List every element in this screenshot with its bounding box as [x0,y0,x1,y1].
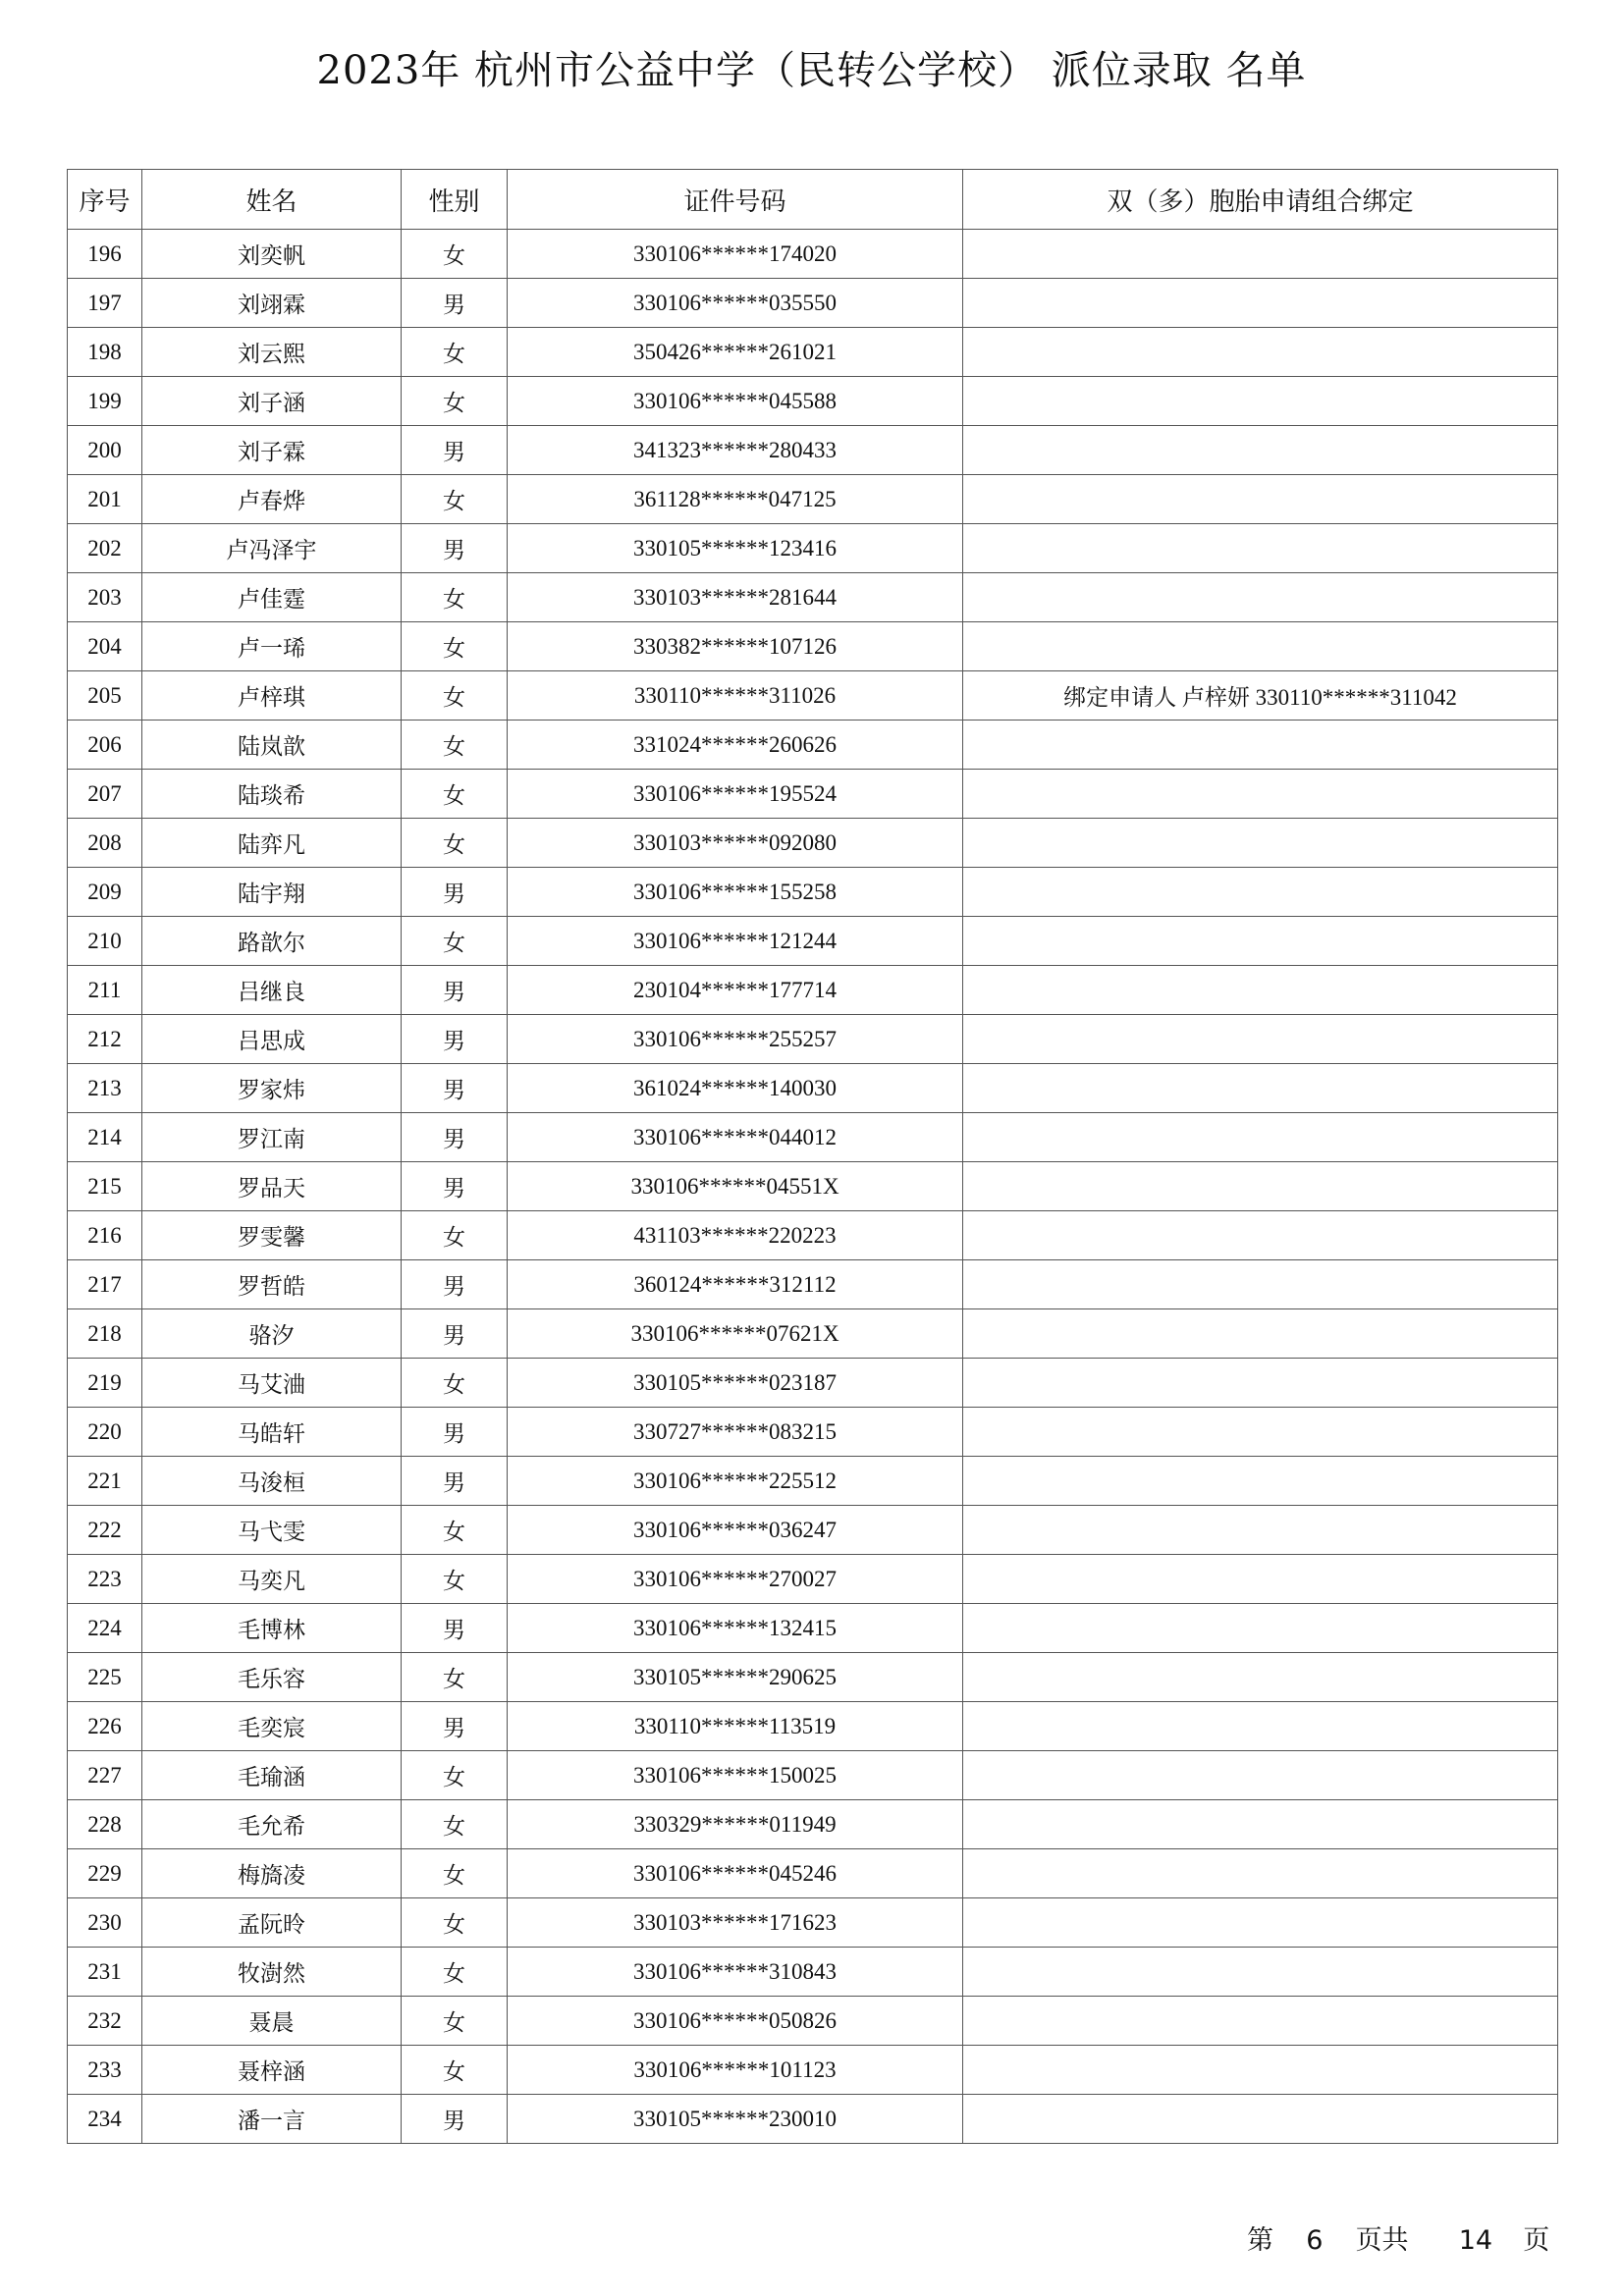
gender-cell: 女 [402,1653,508,1702]
table-row [68,1113,1558,1162]
id-number-cell: 330106******04551X [508,1162,963,1211]
id-number-cell: 330110******113519 [508,1702,963,1751]
twin-binding-cell [963,1849,1558,1898]
name-cell: 陆岚歆 [142,721,402,770]
twin-binding-cell [963,1211,1558,1260]
name-cell: 潘一言 [142,2095,402,2144]
serial-cell: 225 [68,1653,142,1702]
gender-cell: 女 [402,573,508,622]
name-cell: 马浚桓 [142,1457,402,1506]
gender-cell: 女 [402,1997,508,2046]
serial-cell: 231 [68,1948,142,1997]
twin-binding-cell [963,1751,1558,1800]
gender-cell: 女 [402,377,508,426]
gender-cell: 女 [402,1849,508,1898]
id-number-cell: 330106******174020 [508,230,963,279]
name-cell: 刘翊霖 [142,279,402,328]
serial-cell: 197 [68,279,142,328]
id-number-cell: 330106******045246 [508,1849,963,1898]
id-number-cell: 360124******312112 [508,1260,963,1309]
footer-middle: 页共 [1355,2225,1409,2256]
table-row [68,1702,1558,1751]
gender-cell: 女 [402,1359,508,1408]
twin-binding-cell [963,1408,1558,1457]
id-number-cell: 330106******044012 [508,1113,963,1162]
twin-binding-cell [963,868,1558,917]
gender-cell: 男 [402,1113,508,1162]
id-number-cell: 330106******270027 [508,1555,963,1604]
table-row [68,2046,1558,2095]
gender-cell: 女 [402,671,508,721]
serial-cell: 232 [68,1997,142,2046]
gender-cell: 男 [402,1408,508,1457]
gender-cell: 女 [402,1506,508,1555]
name-cell: 毛乐容 [142,1653,402,1702]
table-row [68,279,1558,328]
table-row [68,1260,1558,1309]
footer-page-number: 6 [1306,2225,1324,2256]
serial-cell: 201 [68,475,142,524]
twin-binding-cell: 绑定申请人 卢梓妍 330110******311042 [963,671,1558,721]
serial-cell: 207 [68,770,142,819]
id-number-cell: 330106******050826 [508,1997,963,2046]
id-number-cell: 330105******290625 [508,1653,963,1702]
gender-cell: 女 [402,1211,508,1260]
gender-cell: 女 [402,917,508,966]
gender-cell: 男 [402,1457,508,1506]
serial-cell: 205 [68,671,142,721]
serial-cell: 198 [68,328,142,377]
gender-cell: 女 [402,1948,508,1997]
name-cell: 吕思成 [142,1015,402,1064]
gender-cell: 女 [402,770,508,819]
gender-cell: 女 [402,328,508,377]
twin-binding-cell [963,524,1558,573]
id-number-cell: 330105******023187 [508,1359,963,1408]
table-header-row [68,170,1558,230]
serial-cell: 216 [68,1211,142,1260]
gender-cell: 男 [402,1162,508,1211]
twin-binding-cell [963,1800,1558,1849]
serial-cell: 200 [68,426,142,475]
id-number-cell: 330103******092080 [508,819,963,868]
twin-binding-cell [963,966,1558,1015]
serial-cell: 210 [68,917,142,966]
table-row [68,1015,1558,1064]
id-number-cell: 330106******255257 [508,1015,963,1064]
serial-cell: 211 [68,966,142,1015]
gender-cell: 男 [402,966,508,1015]
table-row [68,475,1558,524]
id-number-cell: 330382******107126 [508,622,963,671]
serial-cell: 227 [68,1751,142,1800]
serial-cell: 202 [68,524,142,573]
table-row [68,1849,1558,1898]
gender-cell: 女 [402,622,508,671]
id-number-cell: 330106******150025 [508,1751,963,1800]
serial-cell: 218 [68,1309,142,1359]
name-cell: 刘子涵 [142,377,402,426]
footer-prefix: 第 [1247,2225,1273,2256]
footer-total-pages: 14 [1458,2225,1493,2256]
name-cell: 路歆尔 [142,917,402,966]
name-cell: 聂梓涵 [142,2046,402,2095]
name-cell: 马皓轩 [142,1408,402,1457]
serial-cell: 221 [68,1457,142,1506]
id-number-cell: 350426******261021 [508,328,963,377]
twin-binding-cell [963,328,1558,377]
table-row [68,917,1558,966]
id-number-cell: 330727******083215 [508,1408,963,1457]
twin-binding-cell [963,1555,1558,1604]
id-number-cell: 330329******011949 [508,1800,963,1849]
name-cell: 梅旖凌 [142,1849,402,1898]
serial-cell: 226 [68,1702,142,1751]
twin-binding-cell [963,1015,1558,1064]
twin-binding-cell [963,1653,1558,1702]
serial-cell: 208 [68,819,142,868]
gender-cell: 女 [402,721,508,770]
serial-cell: 215 [68,1162,142,1211]
gender-cell: 男 [402,1702,508,1751]
name-cell: 骆汐 [142,1309,402,1359]
gender-cell: 女 [402,1751,508,1800]
name-cell: 马艾浀 [142,1359,402,1408]
id-number-cell: 330105******123416 [508,524,963,573]
name-cell: 毛允希 [142,1800,402,1849]
id-number-cell: 330106******045588 [508,377,963,426]
table-row [68,1898,1558,1948]
twin-binding-cell [963,819,1558,868]
id-number-cell: 330106******036247 [508,1506,963,1555]
twin-binding-cell [963,1309,1558,1359]
name-cell: 陆弈凡 [142,819,402,868]
serial-cell: 222 [68,1506,142,1555]
name-cell: 马奕凡 [142,1555,402,1604]
table-row [68,1555,1558,1604]
gender-cell: 男 [402,279,508,328]
serial-cell: 204 [68,622,142,671]
table-row [68,622,1558,671]
serial-cell: 234 [68,2095,142,2144]
name-cell: 聂晨 [142,1997,402,2046]
table-row [68,1064,1558,1113]
table-row [68,1162,1558,1211]
gender-cell: 女 [402,1555,508,1604]
serial-cell: 199 [68,377,142,426]
serial-cell: 213 [68,1064,142,1113]
twin-binding-cell [963,1997,1558,2046]
twin-binding-cell [963,770,1558,819]
twin-binding-cell [963,377,1558,426]
name-cell: 陆琰希 [142,770,402,819]
serial-cell: 209 [68,868,142,917]
gender-cell: 男 [402,868,508,917]
serial-cell: 217 [68,1260,142,1309]
gender-cell: 男 [402,426,508,475]
table-row [68,671,1558,721]
serial-cell: 196 [68,230,142,279]
id-number-cell: 330106******195524 [508,770,963,819]
id-number-cell: 330106******07621X [508,1309,963,1359]
id-number-cell: 361128******047125 [508,475,963,524]
serial-cell: 220 [68,1408,142,1457]
id-number-cell: 330103******281644 [508,573,963,622]
header-name: 姓名 [142,170,402,230]
table-body [68,230,1558,2144]
name-cell: 毛瑜涵 [142,1751,402,1800]
table-row [68,819,1558,868]
twin-binding-cell [963,2046,1558,2095]
serial-cell: 203 [68,573,142,622]
table-row [68,868,1558,917]
name-cell: 马弋雯 [142,1506,402,1555]
twin-binding-cell [963,1113,1558,1162]
twin-binding-cell [963,622,1558,671]
table-row [68,426,1558,475]
id-number-cell: 331024******260626 [508,721,963,770]
id-number-cell: 330106******310843 [508,1948,963,1997]
table-row [68,1506,1558,1555]
gender-cell: 男 [402,2095,508,2144]
twin-binding-cell [963,1162,1558,1211]
id-number-cell: 330106******121244 [508,917,963,966]
name-cell: 卢春烨 [142,475,402,524]
name-cell: 陆宇翔 [142,868,402,917]
id-number-cell: 330106******132415 [508,1604,963,1653]
table-row [68,1751,1558,1800]
footer-suffix: 页 [1523,2225,1550,2256]
serial-cell: 219 [68,1359,142,1408]
gender-cell: 女 [402,1898,508,1948]
gender-cell: 女 [402,230,508,279]
id-number-cell: 330103******171623 [508,1898,963,1948]
name-cell: 孟阮昤 [142,1898,402,1948]
twin-binding-cell [963,1604,1558,1653]
gender-cell: 男 [402,1064,508,1113]
header-serial: 序号 [68,170,142,230]
name-cell: 罗雯馨 [142,1211,402,1260]
id-number-cell: 230104******177714 [508,966,963,1015]
table-row [68,966,1558,1015]
twin-binding-cell [963,1948,1558,1997]
id-number-cell: 330105******230010 [508,2095,963,2144]
name-cell: 毛奕宸 [142,1702,402,1751]
twin-binding-cell [963,1064,1558,1113]
name-cell: 卢梓琪 [142,671,402,721]
gender-cell: 女 [402,1800,508,1849]
name-cell: 刘奕帆 [142,230,402,279]
table-row [68,1211,1558,1260]
twin-binding-cell [963,2095,1558,2144]
table-row [68,1457,1558,1506]
name-cell: 刘云熙 [142,328,402,377]
twin-binding-cell [963,573,1558,622]
twin-binding-cell [963,426,1558,475]
admission-table [67,169,1558,2144]
table-row [68,2095,1558,2144]
gender-cell: 男 [402,524,508,573]
table-row [68,328,1558,377]
twin-binding-cell [963,279,1558,328]
serial-cell: 233 [68,2046,142,2095]
page-title: 2023年 杭州市公益中学（民转公学校） 派位录取 名单 [316,48,1307,93]
id-number-cell: 341323******280433 [508,426,963,475]
table-row [68,377,1558,426]
table-row [68,1800,1558,1849]
serial-cell: 230 [68,1898,142,1948]
twin-binding-cell [963,1506,1558,1555]
table-row [68,1359,1558,1408]
id-number-cell: 330106******155258 [508,868,963,917]
serial-cell: 228 [68,1800,142,1849]
name-cell: 罗江南 [142,1113,402,1162]
name-cell: 吕继良 [142,966,402,1015]
gender-cell: 男 [402,1309,508,1359]
table-row [68,1408,1558,1457]
page-footer [1247,2218,1549,2257]
table-row [68,1309,1558,1359]
name-cell: 刘子霖 [142,426,402,475]
id-number-cell: 330106******035550 [508,279,963,328]
name-cell: 罗家炜 [142,1064,402,1113]
twin-binding-cell [963,1898,1558,1948]
twin-binding-cell [963,917,1558,966]
name-cell: 牧澍然 [142,1948,402,1997]
id-number-cell: 330106******101123 [508,2046,963,2095]
serial-cell: 223 [68,1555,142,1604]
gender-cell: 女 [402,819,508,868]
header-gender: 性别 [402,170,508,230]
serial-cell: 229 [68,1849,142,1898]
header-twin-binding: 双（多）胞胎申请组合绑定 [963,170,1558,230]
serial-cell: 206 [68,721,142,770]
id-number-cell: 431103******220223 [508,1211,963,1260]
twin-binding-cell [963,475,1558,524]
header-id-number: 证件号码 [508,170,963,230]
name-cell: 罗哲皓 [142,1260,402,1309]
twin-binding-cell [963,1702,1558,1751]
gender-cell: 女 [402,2046,508,2095]
gender-cell: 男 [402,1260,508,1309]
table-row [68,1604,1558,1653]
name-cell: 卢冯泽宇 [142,524,402,573]
serial-cell: 214 [68,1113,142,1162]
table-row [68,721,1558,770]
id-number-cell: 330110******311026 [508,671,963,721]
twin-binding-cell [963,1359,1558,1408]
serial-cell: 212 [68,1015,142,1064]
table-row [68,230,1558,279]
twin-binding-cell [963,721,1558,770]
name-cell: 毛博林 [142,1604,402,1653]
twin-binding-cell [963,1260,1558,1309]
table-row [68,770,1558,819]
name-cell: 卢一琋 [142,622,402,671]
name-cell: 罗品天 [142,1162,402,1211]
twin-binding-cell [963,1457,1558,1506]
table-row [68,573,1558,622]
gender-cell: 女 [402,475,508,524]
id-number-cell: 361024******140030 [508,1064,963,1113]
gender-cell: 男 [402,1604,508,1653]
table-row [68,1653,1558,1702]
gender-cell: 男 [402,1015,508,1064]
table-row [68,1997,1558,2046]
id-number-cell: 330106******225512 [508,1457,963,1506]
twin-binding-cell [963,230,1558,279]
table-row [68,524,1558,573]
serial-cell: 224 [68,1604,142,1653]
table-row [68,1948,1558,1997]
name-cell: 卢佳霆 [142,573,402,622]
